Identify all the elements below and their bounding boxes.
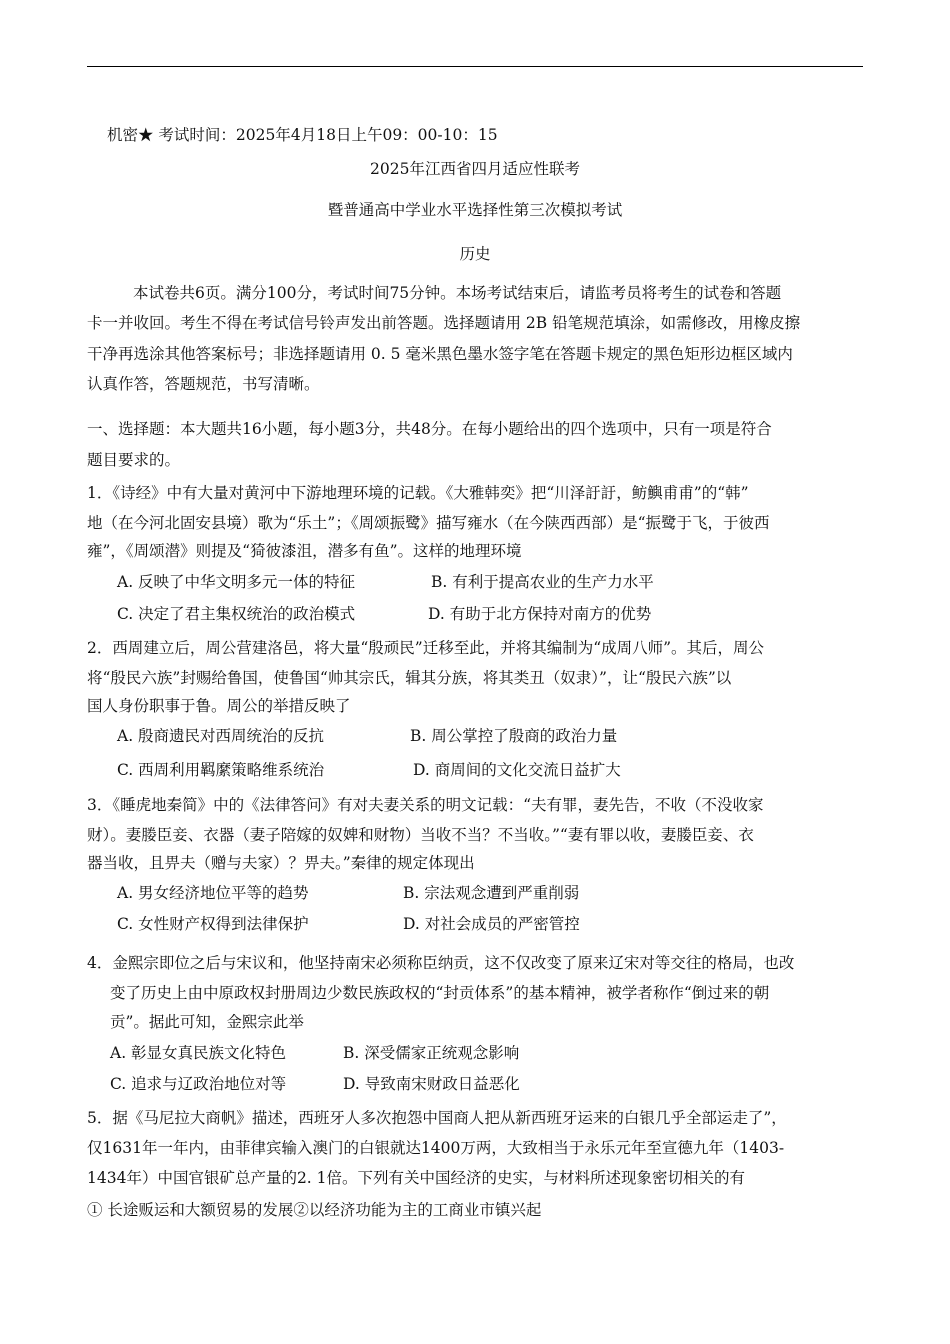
instruction-line: 本试卷共6页。满分100分，考试时间75分钟。本场考试结束后，请监考员将考生的试卷和答题	[133, 284, 782, 302]
q1-option-a[interactable]: A. 反映了中华文明多元一体的特征	[117, 573, 356, 591]
q2-option-d[interactable]: D. 商周间的文化交流日益扩大	[413, 761, 621, 779]
exam-title: 2025年江西省四月适应性联考	[370, 160, 580, 178]
q1-option-d[interactable]: D. 有助于北方保持对南方的优势	[428, 605, 652, 623]
q1-option-b[interactable]: B. 有利于提高农业的生产力水平	[431, 573, 654, 591]
exam-subtitle: 暨普通高中学业水平选择性第三次模拟考试	[327, 201, 623, 219]
secret-exam-time: 机密★ 考试时间：2025年4月18日上午09：00-10：15	[107, 126, 498, 144]
top-rule	[87, 66, 863, 67]
question-2-line: 将“殷民六族”封赐给鲁国，使鲁国“帅其宗氏，辑其分族，将其类丑（奴隶）”，让“殷民六族”以	[87, 669, 732, 687]
question-1-line: 1．《诗经》中有大量对黄河中下游地理环境的记载。《大雅韩奕》把“川泽訏訏，鲂鱮甫甫”的“韩”	[87, 484, 749, 502]
section-heading: 一、选择题：本大题共16小题，每小题3分，共48分。在每小题给出的四个选项中，只有一项是符合	[87, 420, 772, 438]
question-2-line: 国人身份职事于鲁。周公的举措反映了	[87, 697, 351, 715]
question-1-line: 地（在今河北固安县境）歌为“乐土”；《周颂振鹭》描写雍水（在今陕西西部）是“振鹭于飞，于彼西	[87, 514, 770, 532]
q1-option-c[interactable]: C. 决定了君主集权统治的政治模式	[117, 605, 356, 623]
question-4-line: 贡”。据此可知，金熙宗此举	[110, 1013, 304, 1031]
q3-option-b[interactable]: B. 宗法观念遭到严重削弱	[403, 884, 580, 902]
q2-option-b[interactable]: B. 周公掌控了殷商的政治力量	[410, 727, 618, 745]
instruction-line: 卡一并收回。考生不得在考试信号铃声发出前答题。选择题请用 2B 铅笔规范填涂，如需修改，用橡皮擦	[87, 314, 801, 332]
question-5-line: 5．据《马尼拉大商帆》描述，西班牙人多次抱怨中国商人把从新西班牙运来的白银几乎全部运走了”，	[87, 1109, 787, 1127]
question-3-line: 器当收，且畀夫（赠与夫家）？畀夫。”秦律的规定体现出	[87, 854, 475, 872]
q3-option-d[interactable]: D. 对社会成员的严密管控	[403, 915, 580, 933]
question-2-line: 2．西周建立后，周公营建洛邑，将大量“殷顽民”迁移至此，并将其编制为“成周八师”。其后，周公	[87, 639, 765, 657]
q4-option-b[interactable]: B. 深受儒家正统观念影响	[343, 1044, 520, 1062]
q4-option-d[interactable]: D. 导致南宋财政日益恶化	[343, 1075, 520, 1093]
instruction-line: 干净再选涂其他答案标号；非选择题请用 0. 5 毫米黑色墨水签字笔在答题卡规定的黑色矩形边框区域内	[87, 345, 793, 363]
q2-option-a[interactable]: A. 殷商遗民对西周统治的反抗	[117, 727, 325, 745]
question-5-line: ① 长途贩运和大额贸易的发展②以经济功能为主的工商业市镇兴起	[87, 1201, 542, 1219]
q2-option-c[interactable]: C. 西周利用羁縻策略维系统治	[117, 761, 325, 779]
q4-option-a[interactable]: A. 彰显女真民族文化特色	[110, 1044, 287, 1062]
q3-option-a[interactable]: A. 男女经济地位平等的趋势	[117, 884, 309, 902]
question-5-line: 1434年）中国官银矿总产量的2. 1倍。下列有关中国经济的史实，与材料所述现象密切相关的有	[87, 1169, 746, 1187]
question-1-line: 雍”，《周颂潜》则提及“猗彼漆沮，潜多有鱼”。这样的地理环境	[87, 542, 522, 560]
instruction-line: 认真作答，答题规范，书写清晰。	[87, 375, 320, 393]
question-3-line: 3．《睡虎地秦简》中的《法律答问》有对夫妻关系的明文记载：“夫有罪，妻先告，不收（不没收家	[87, 796, 764, 814]
q3-option-c[interactable]: C. 女性财产权得到法律保护	[117, 915, 309, 933]
question-4-line: 变了历史上由中原政权封册周边少数民族政权的“封贡体系”的基本精神，被学者称作“倒过来的朝	[110, 984, 770, 1002]
question-5-line: 仅1631年一年内，由菲律宾输入澳门的白银就达1400万两，大致相当于永乐元年至宣德九年（1403-	[87, 1139, 785, 1157]
subject-title: 历史	[459, 245, 491, 263]
q4-option-c[interactable]: C. 追求与辽政治地位对等	[110, 1075, 287, 1093]
section-heading: 题目要求的。	[87, 451, 181, 469]
question-3-line: 财）。妻媵臣妾、衣器（妻子陪嫁的奴婢和财物）当收不当？不当收。”“妻有罪以收，妻媵臣妾、衣	[87, 826, 754, 844]
question-4-line: 4．金熙宗即位之后与宋议和，他坚持南宋必须称臣纳贡，这不仅改变了原来辽宋对等交往的格局，也改	[87, 954, 795, 972]
